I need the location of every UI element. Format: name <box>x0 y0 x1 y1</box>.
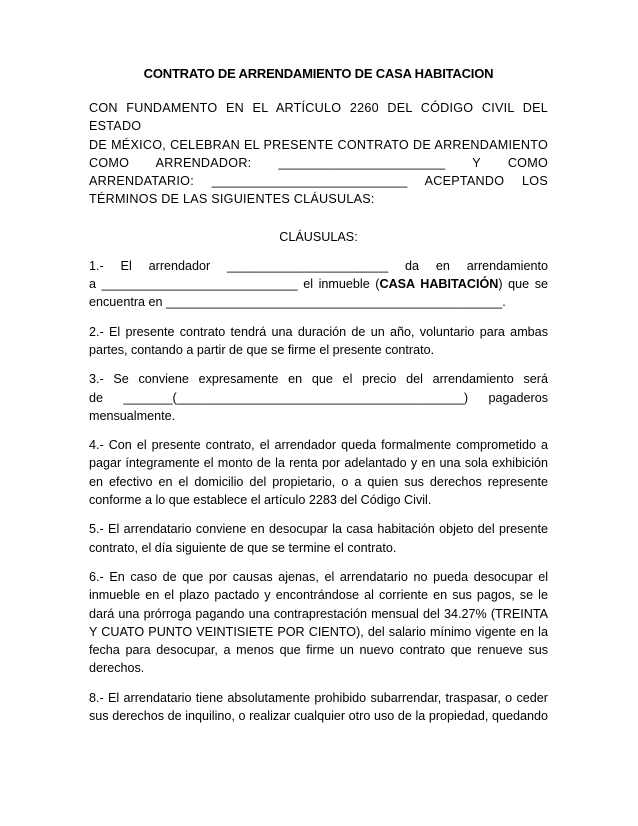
clause-line: mensualmente. <box>89 408 176 423</box>
clause-line: en efectivo en el domicilio del propietario, o a quien sus derechos represente <box>89 474 548 489</box>
clause-line <box>89 275 548 293</box>
clause-line: 1.- El arrendador _______________________ da en arrendamiento <box>89 258 548 273</box>
intro-line: ARRENDATARIO: ___________________________ ACEPTANDO LOS <box>89 174 548 189</box>
intro-paragraph <box>89 99 548 209</box>
property-type: CASA HABITACIÓN <box>379 277 499 292</box>
clause-3 <box>89 370 548 425</box>
intro-line: DE MÉXICO, CELEBRAN EL PRESENTE CONTRATO DE ARRENDAMIENTO <box>89 137 548 152</box>
clause-line: 2.- El presente contrato tendrá una duración de un año, voluntario para ambas <box>89 324 548 339</box>
clause-line: Y CUATO PUNTO VEINTISIETE POR CIENTO), del salario mínimo vigente en la <box>89 624 548 639</box>
clause-line: encuentra en ________________________________________________. <box>89 295 506 310</box>
clause-line: sus derechos de inquilino, o realizar cualquier otro uso de la propiedad, quedando <box>89 709 548 724</box>
clause-line: 4.- Con el presente contrato, el arrendador queda formalmente comprometido a <box>89 438 548 453</box>
clause-line: de _______(_________________________________________) pagaderos <box>89 390 548 405</box>
spacer <box>89 509 548 520</box>
intro-line: COMO ARRENDADOR: _______________________ Y COMO <box>89 155 548 170</box>
clause-line: fecha para desocupar, a menos que firme un nuevo contrato que renueve sus <box>89 643 548 658</box>
clause-4 <box>89 436 548 509</box>
clause-1 <box>89 257 548 312</box>
clause-line: pagar íntegramente el monto de la renta por adelantado y en una sola exhibición <box>89 456 548 471</box>
intro-line: TÉRMINOS DE LAS SIGUIENTES CLÁUSULAS: <box>89 192 375 207</box>
clause-line: 6.- En caso de que por causas ajenas, el arrendatario no pueda desocupar el <box>89 569 548 584</box>
spacer <box>89 359 548 370</box>
clause-8 <box>89 689 548 726</box>
clause-line: inmueble en el plazo pactado y encontrándose al corriente en sus pagos, se le <box>89 588 548 603</box>
clause-5 <box>89 520 548 557</box>
clausulas-heading: CLÁUSULAS: <box>279 229 358 244</box>
spacer <box>89 678 548 689</box>
clause-2 <box>89 323 548 360</box>
clause-line: partes, contando a partir de que se firme el presente contrato. <box>89 342 435 357</box>
clause-text: ) que se <box>498 277 549 292</box>
clause-line: 5.- El arrendatario conviene en desocupar la casa habitación objeto del presente <box>89 522 548 537</box>
clause-line: 3.- Se conviene expresamente en que el precio del arrendamiento será <box>89 372 548 387</box>
spacer <box>89 557 548 568</box>
document-title: CONTRATO DE ARRENDAMIENTO DE CASA HABITACION <box>143 66 494 81</box>
spacer <box>89 312 548 323</box>
intro-line: CON FUNDAMENTO EN EL ARTÍCULO 2260 DEL CÓDIGO CIVIL DEL ESTADO <box>89 101 548 134</box>
clause-line: contrato, el día siguiente de que se termine el contrato. <box>89 540 397 555</box>
clause-line: 8.- El arrendatario tiene absolutamente prohibido subarrendar, traspasar, o ceder <box>89 690 548 705</box>
clause-text: a ____________________________ el inmueble ( <box>89 277 380 292</box>
clause-6 <box>89 568 548 678</box>
clause-line: derechos. <box>89 661 145 676</box>
clause-line: dará una prórroga pagando una contraprestación mensual del 34.27% (TREINTA <box>89 606 548 621</box>
clause-line: conforme a lo que establece el artículo 2283 del Código Civil. <box>89 493 432 508</box>
spacer <box>89 425 548 436</box>
